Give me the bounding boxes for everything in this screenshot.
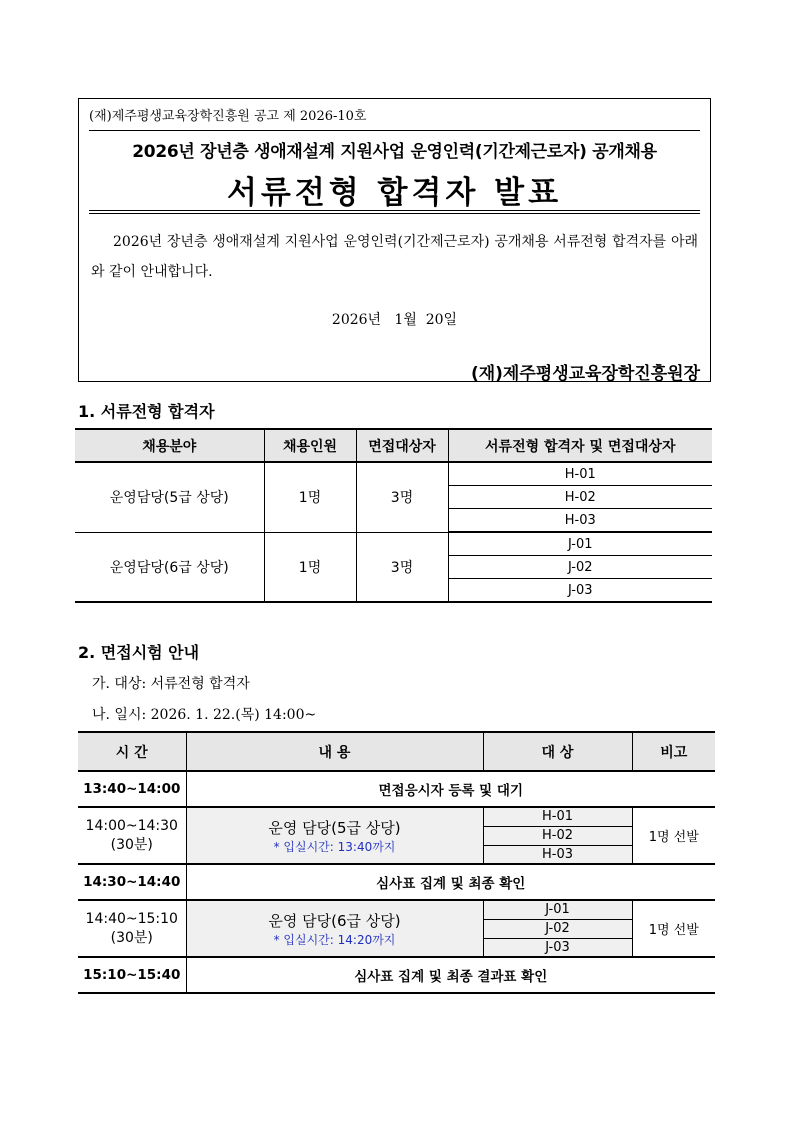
target-id: H-02 xyxy=(483,826,632,845)
table-row xyxy=(75,532,712,556)
header-time: 시 간 xyxy=(78,732,186,771)
duration: (30분) xyxy=(110,929,153,946)
target-id: J-02 xyxy=(483,919,632,938)
header-interviewees: 면접대상자 xyxy=(356,429,448,462)
notice-subtitle: 2026년 장년층 생애재설계 지원사업 운영인력(기간제근로자) 공개채용 xyxy=(132,142,657,162)
time-range: 14:00~14:30 xyxy=(85,817,178,834)
candidate-id: J-02 xyxy=(448,556,712,579)
candidate-id: J-01 xyxy=(448,532,712,556)
time-cell: 15:10~15:40 xyxy=(78,957,186,993)
table-header-row xyxy=(78,732,715,771)
entry-time-note: * 입실시간: 14:20까지 xyxy=(273,932,396,947)
notice-paragraph: 2026년 장년층 생애재설계 지원사업 운영인력(기간제근로자) 공개채용 서류전형 합격자를 아래와 같이 안내합니다. xyxy=(91,234,698,280)
candidate-id: H-01 xyxy=(448,462,712,486)
content-cell xyxy=(186,807,483,864)
notice-number: (재)제주평생교육장학진흥원 공고 제 2026-10호 xyxy=(89,109,367,124)
position-name: 운영 담당(5급 상당) xyxy=(268,818,401,837)
hire-cell: 1명 xyxy=(264,532,356,602)
table-row xyxy=(78,957,715,993)
hire-cell: 1명 xyxy=(264,462,356,532)
candidate-id: H-03 xyxy=(448,509,712,533)
table-row xyxy=(78,900,715,919)
field-cell: 운영담당(5급 상당) xyxy=(75,462,264,532)
time-cell xyxy=(78,807,186,864)
header-passers: 서류전형 합격자 및 면접대상자 xyxy=(448,429,712,462)
field-cell: 운영담당(6급 상당) xyxy=(75,532,264,602)
section1-heading: 1. 서류전형 합격자 xyxy=(78,402,215,421)
header-field: 채용분야 xyxy=(75,429,264,462)
interview-schedule-table xyxy=(78,731,715,994)
divider xyxy=(89,210,700,211)
time-cell: 14:30~14:40 xyxy=(78,864,186,900)
notice-box xyxy=(78,98,711,382)
section2-heading: 2. 면접시험 안내 xyxy=(78,643,200,662)
table-row xyxy=(75,462,712,486)
entry-time-note: * 입실시간: 13:40까지 xyxy=(273,839,396,854)
notice-title: 서류전형 합격자 발표 xyxy=(226,175,563,211)
remark-cell: 1명 선발 xyxy=(632,807,715,864)
content-cell: 면접응시자 등록 및 대기 xyxy=(186,771,715,807)
table-header-row xyxy=(75,429,712,462)
table-row xyxy=(78,807,715,826)
candidate-id: H-02 xyxy=(448,486,712,509)
divider xyxy=(89,213,700,214)
content-cell xyxy=(186,900,483,957)
notice-date: 2026년 1월 20일 xyxy=(331,312,458,328)
interview-datetime: 나. 일시: 2026. 1. 22.(목) 14:00~ xyxy=(92,707,317,723)
header-target: 대 상 xyxy=(483,732,632,771)
table-row xyxy=(78,771,715,807)
interviewees-cell: 3명 xyxy=(356,532,448,602)
target-id: H-01 xyxy=(483,807,632,826)
header-remark: 비고 xyxy=(632,732,715,771)
content-cell: 심사표 집계 및 최종 확인 xyxy=(186,864,715,900)
time-range: 14:40~15:10 xyxy=(85,910,178,927)
content-cell: 심사표 집계 및 최종 결과표 확인 xyxy=(186,957,715,993)
header-content: 내 용 xyxy=(186,732,483,771)
time-cell xyxy=(78,900,186,957)
document-results-table xyxy=(75,428,712,603)
position-name: 운영 담당(6급 상당) xyxy=(268,911,401,930)
time-cell: 13:40~14:00 xyxy=(78,771,186,807)
header-hire: 채용인원 xyxy=(264,429,356,462)
remark-cell: 1명 선발 xyxy=(632,900,715,957)
table-row xyxy=(78,864,715,900)
divider xyxy=(89,130,700,131)
candidate-id: J-03 xyxy=(448,579,712,603)
interview-target: 가. 대상: 서류전형 합격자 xyxy=(92,676,250,692)
target-id: J-01 xyxy=(483,900,632,919)
target-id: H-03 xyxy=(483,845,632,864)
organization-name: (재)제주평생교육장학진흥원장 xyxy=(470,364,700,384)
duration: (30분) xyxy=(110,836,153,853)
interviewees-cell: 3명 xyxy=(356,462,448,532)
target-id: J-03 xyxy=(483,938,632,957)
